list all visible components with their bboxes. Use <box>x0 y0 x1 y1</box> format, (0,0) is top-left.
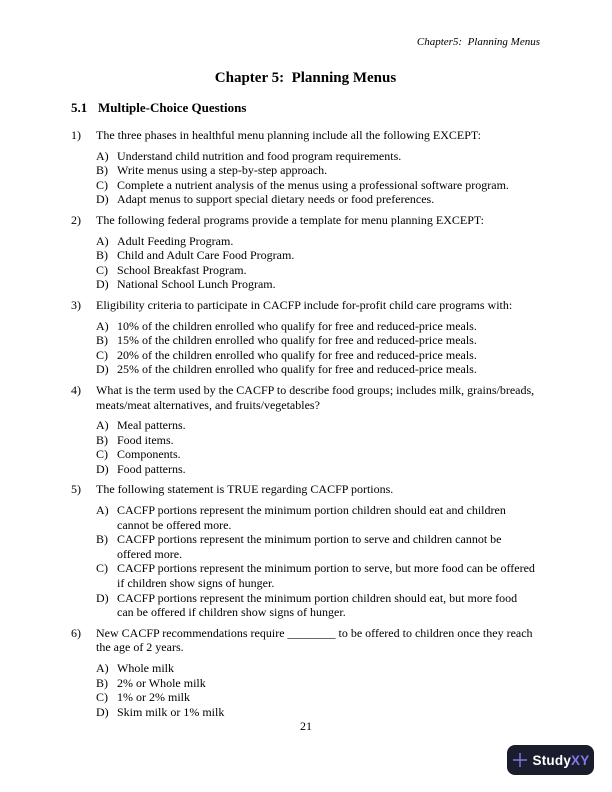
option-letter: B) <box>96 675 108 690</box>
option-text: Adapt menus to support special dietary needs or food preferences. <box>117 192 435 207</box>
option-letter: C) <box>96 561 108 576</box>
question-row <box>71 128 540 143</box>
option-letter: A) <box>96 148 109 163</box>
question-number: 1) <box>71 128 81 142</box>
option-letter: A) <box>96 318 109 333</box>
option-text: Understand child nutrition and food program requirements. <box>117 148 402 163</box>
option-text: Food items. <box>117 432 174 447</box>
question-row <box>71 298 540 313</box>
option-text: 15% of the children enrolled who qualify for free and reduced-price meals. <box>117 333 477 348</box>
section-heading <box>71 100 540 115</box>
question-row <box>71 626 540 655</box>
option-text: Meal patterns. <box>117 418 186 433</box>
page-number: 21 <box>300 719 312 733</box>
option-letter: B) <box>96 432 108 447</box>
option-text: Whole milk <box>117 661 174 675</box>
option-text: School Breakfast Program. <box>117 262 247 277</box>
option <box>96 561 540 590</box>
question-number: 4) <box>71 382 81 397</box>
option-letter: C) <box>96 447 108 462</box>
option <box>96 433 540 448</box>
option <box>96 263 540 278</box>
option <box>96 676 540 691</box>
question-row <box>71 383 540 412</box>
option <box>96 591 540 620</box>
question-number: 2) <box>71 212 81 227</box>
option-text: Write menus using a step-by-step approach. <box>117 163 328 178</box>
question-number: 5) <box>71 482 81 497</box>
options-list <box>96 319 540 377</box>
question <box>71 128 540 207</box>
option <box>96 163 540 178</box>
options-list <box>96 234 540 292</box>
running-header: Chapter5: Planning Menus <box>416 36 540 48</box>
question-number: 6) <box>71 625 81 640</box>
options-list <box>96 661 540 719</box>
option-letter: C) <box>96 347 108 362</box>
option-text: Child and Adult Care Food Program. <box>117 248 295 263</box>
option <box>96 362 540 377</box>
option-text: Complete a nutrient analysis of the menus using a professional software program. <box>117 177 509 192</box>
option <box>96 690 540 705</box>
option-letter: D) <box>96 277 109 292</box>
option-letter: A) <box>96 233 109 248</box>
option-text: CACFP portions represent the minimum portion to serve, but more food can be offered if children show signs of hunger. <box>117 561 535 591</box>
option-letter: B) <box>96 163 108 178</box>
question-text: What is the term used by the CACFP to describe food groups; includes milk, grains/breads, meats/meat alternatives, and fruits/vegetables? <box>96 382 535 412</box>
option <box>96 149 540 164</box>
option-letter: A) <box>96 661 109 675</box>
option-letter: D) <box>96 362 109 377</box>
option <box>96 234 540 249</box>
option-text: 10% of the children enrolled who qualify for free and reduced-price meals. <box>117 318 477 333</box>
option <box>96 178 540 193</box>
option <box>96 319 540 334</box>
question <box>71 298 540 377</box>
brand-name-accent: XY <box>571 752 590 768</box>
option-letter: C) <box>96 262 108 277</box>
options-list <box>96 503 540 620</box>
option <box>96 348 540 363</box>
section-title: Multiple-Choice Questions <box>98 100 247 115</box>
option <box>96 462 540 477</box>
question-text: Eligibility criteria to participate in CACFP include for-profit child care programs with: <box>96 297 513 312</box>
question-text: New CACFP recommendations require ________ to be offered to children once they reach the age of 2 years. <box>96 625 533 655</box>
questions-list <box>71 128 540 719</box>
option-letter: A) <box>96 418 109 433</box>
option-text: Food patterns. <box>117 461 186 476</box>
option-letter: B) <box>96 532 108 547</box>
option <box>96 277 540 292</box>
question-text: The three phases in healthful menu planning include all the following EXCEPT: <box>96 128 481 142</box>
option-letter: B) <box>96 248 108 263</box>
option <box>96 532 540 561</box>
option <box>96 447 540 462</box>
option-letter: B) <box>96 333 108 348</box>
option-letter: D) <box>96 590 109 605</box>
option-text: Skim milk or 1% milk <box>117 704 225 719</box>
option <box>96 192 540 207</box>
question <box>71 626 540 720</box>
option-text: National School Lunch Program. <box>117 277 276 292</box>
option-letter: D) <box>96 461 109 476</box>
option-letter: C) <box>96 690 108 705</box>
question-text: The following federal programs provide a template for menu planning EXCEPT: <box>96 212 484 227</box>
question-row <box>71 482 540 497</box>
option <box>96 661 540 676</box>
option-text: 25% of the children enrolled who qualify for free and reduced-price meals. <box>117 362 477 377</box>
option <box>96 705 540 720</box>
plus-icon <box>512 752 528 768</box>
option-text: CACFP portions represent the minimum portion children should eat, but more food can be offered if children show signs of hunger. <box>117 590 518 620</box>
option-letter: A) <box>96 503 109 518</box>
option-letter: D) <box>96 192 109 207</box>
option <box>96 418 540 433</box>
question-number: 3) <box>71 297 81 312</box>
options-list <box>96 149 540 207</box>
section-number: 5.1 <box>71 100 88 115</box>
question <box>71 482 540 619</box>
brand-name-primary: Study <box>532 752 572 768</box>
option-text: 1% or 2% milk <box>117 690 190 705</box>
option-text: 2% or Whole milk <box>117 675 206 690</box>
option-text: Adult Feeding Program. <box>117 233 234 248</box>
options-list <box>96 418 540 476</box>
option-letter: D) <box>96 704 109 719</box>
question-text: The following statement is TRUE regarding CACFP portions. <box>96 482 394 497</box>
option-text: Components. <box>117 447 181 462</box>
option <box>96 503 540 532</box>
option <box>96 248 540 263</box>
question-row <box>71 213 540 228</box>
option-text: 20% of the children enrolled who qualify for free and reduced-price meals. <box>117 347 477 362</box>
brand-name <box>533 753 590 768</box>
option-letter: C) <box>96 177 108 192</box>
question <box>71 213 540 292</box>
studyxy-brand-badge[interactable] <box>507 745 594 775</box>
option-text: CACFP portions represent the minimum portion to serve and children cannot be offered more. <box>117 532 502 561</box>
question <box>71 383 540 477</box>
option-text: CACFP portions represent the minimum portion children should eat and children cannot be offered more. <box>117 503 506 532</box>
chapter-title: Chapter 5: Planning Menus <box>214 70 397 86</box>
option <box>96 333 540 348</box>
